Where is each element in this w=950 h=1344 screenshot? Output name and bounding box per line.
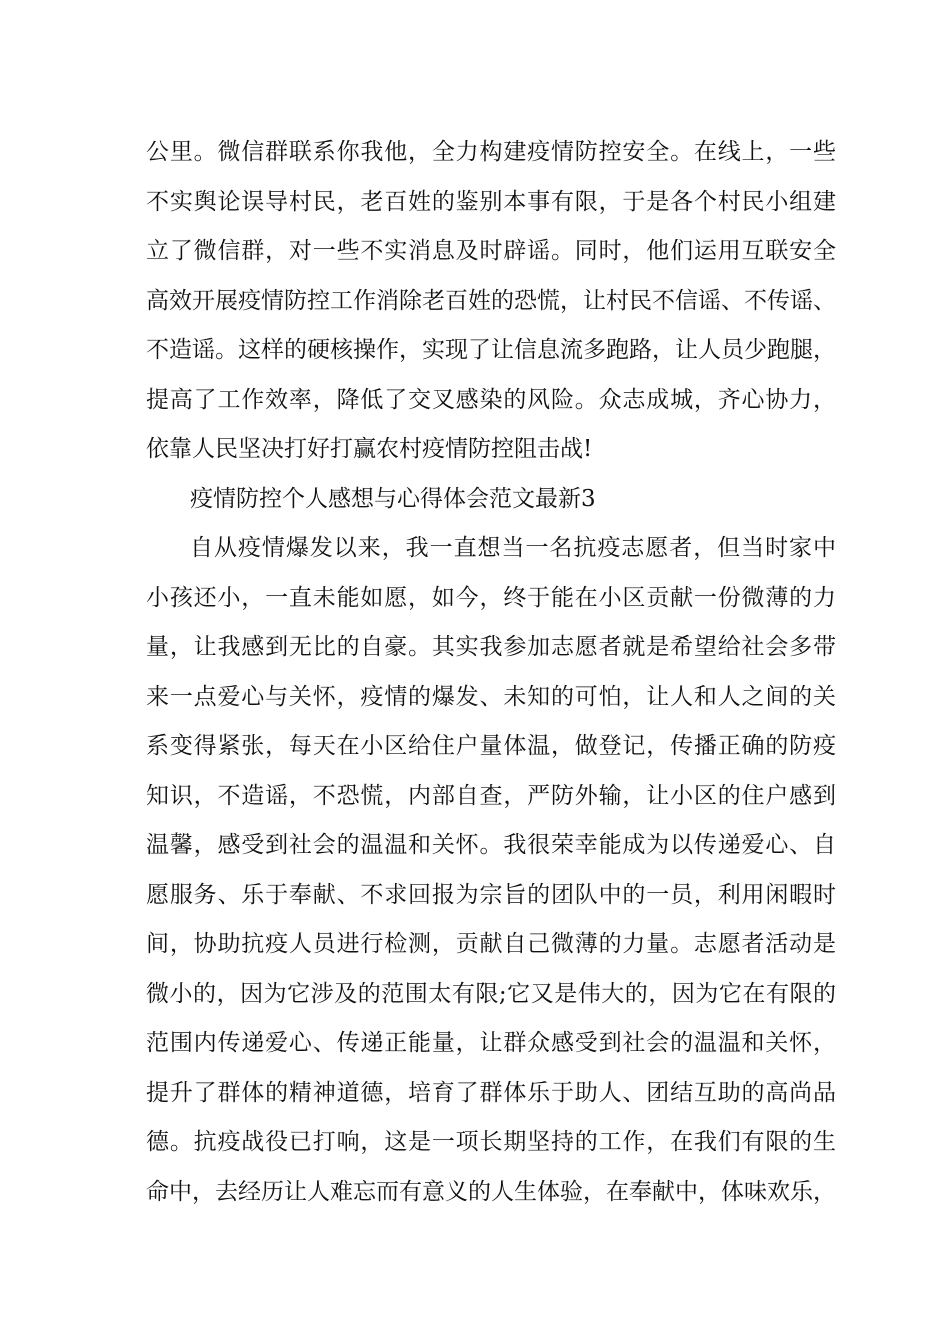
- paragraph-2-line-9: 间，协助抗疫人员进行检测，贡献自己微薄的力量。志愿者活动是: [146, 931, 836, 957]
- paragraph-1-line-4: 高效开展疫情防控工作消除老百姓的恐慌，让村民不信谣、不传谣、: [146, 288, 836, 314]
- paragraph-2-line-2: 小孩还小，一直未能如愿，如今，终于能在小区贡献一份微薄的力: [146, 585, 836, 611]
- paragraph-1-line-1: 公里。微信群联系你我他，全力构建疫情防控安全。在线上，一些: [146, 139, 836, 165]
- paragraph-2-line-12: 提升了群体的精神道德，培育了群体乐于助人、团结互助的高尚品: [146, 1080, 836, 1106]
- paragraph-2-line-8: 愿服务、乐于奉献、不求回报为宗旨的团队中的一员，利用闲暇时: [146, 882, 836, 908]
- paragraph-2-line-6: 知识，不造谣，不恐慌，内部自查，严防外输，让小区的住户感到: [146, 783, 836, 809]
- paragraph-1-line-3: 立了微信群，对一些不实消息及时辟谣。同时，他们运用互联安全: [146, 238, 836, 264]
- paragraph-1-line-7: 依靠人民坚决打好打赢农村疫情防控阻击战!: [146, 436, 593, 462]
- paragraph-1-line-6: 提高了工作效率，降低了交叉感染的风险。众志成城，齐心协力，: [146, 387, 836, 413]
- paragraph-2-line-14: 命中，去经历让人难忘而有意义的人生体验，在奉献中，体味欢乐，: [146, 1179, 836, 1205]
- paragraph-2-line-3: 量，让我感到无比的自豪。其实我参加志愿者就是希望给社会多带: [146, 634, 836, 660]
- section-heading: 疫情防控个人感想与心得体会范文最新3: [190, 486, 596, 512]
- paragraph-2-line-7: 温馨，感受到社会的温温和关怀。我很荣幸能成为以传递爱心、自: [146, 832, 836, 858]
- paragraph-2-line-1: 自从疫情爆发以来，我一直想当一名抗疫志愿者，但当时家中: [190, 535, 836, 561]
- paragraph-1-line-2: 不实舆论误导村民，老百姓的鉴别本事有限，于是各个村民小组建: [146, 189, 836, 215]
- paragraph-2-line-10: 微小的，因为它涉及的范围太有限;它又是伟大的，因为它在有限的: [146, 981, 836, 1007]
- paragraph-2-line-13: 德。抗疫战役已打响，这是一项长期坚持的工作，在我们有限的生: [146, 1129, 836, 1155]
- paragraph-2-line-11: 范围内传递爱心、传递正能量，让群众感受到社会的温温和关怀，: [146, 1030, 836, 1056]
- paragraph-2-line-4: 来一点爱心与关怀，疫情的爆发、未知的可怕，让人和人之间的关: [146, 684, 836, 710]
- paragraph-2-line-5: 系变得紧张，每天在小区给住户量体温，做登记，传播正确的防疫: [146, 733, 836, 759]
- paragraph-1-line-5: 不造谣。这样的硬核操作，实现了让信息流多跑路，让人员少跑腿，: [146, 337, 836, 363]
